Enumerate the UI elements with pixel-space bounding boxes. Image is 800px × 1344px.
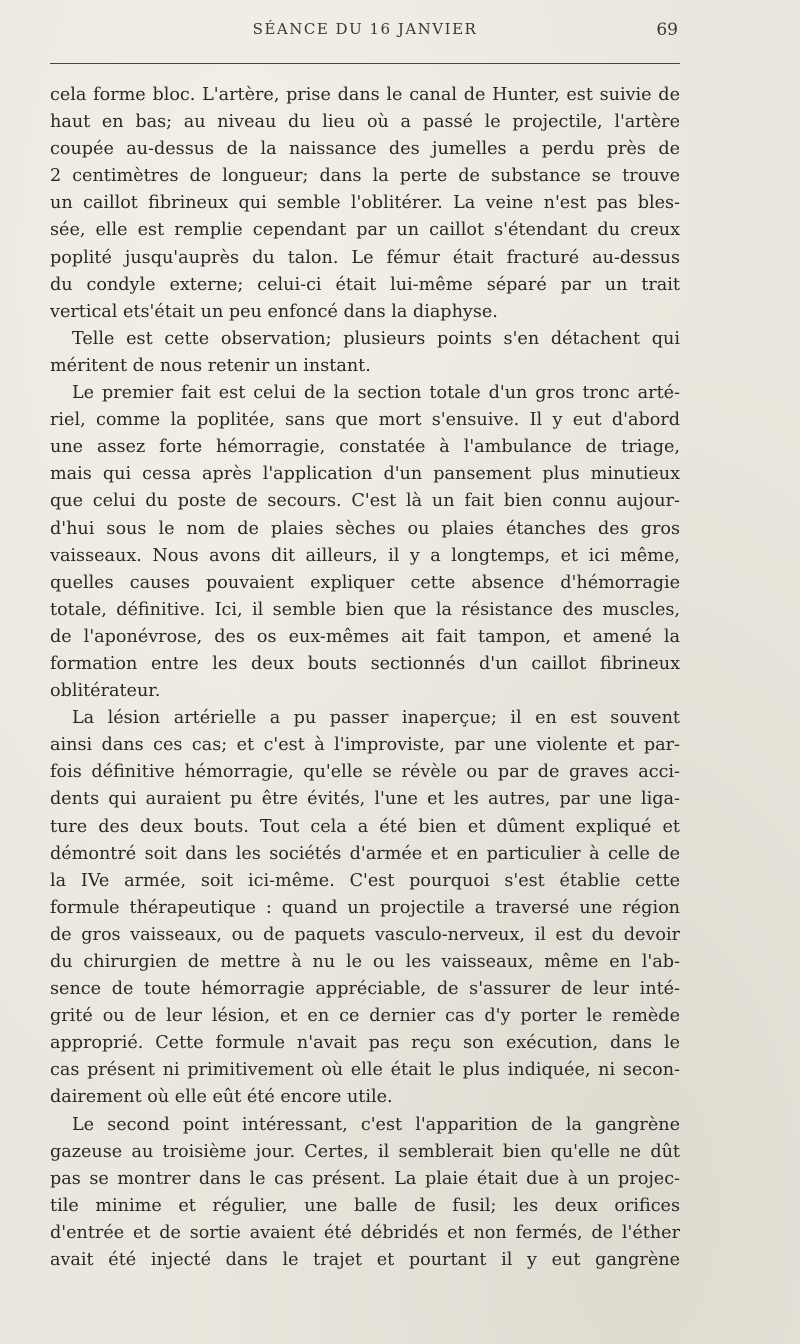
text-line: dents qui auraient pu être évités, l'une et les autres, par une liga- bbox=[50, 789, 680, 810]
text-line: cas présent ni primitivement où elle était le plus indiquée, ni secon- bbox=[50, 1060, 680, 1081]
running-head: SÉANCE DU 16 JANVIER bbox=[252, 20, 478, 38]
text-line: oblitérateur. bbox=[50, 681, 161, 702]
text-line: ture des deux bouts. Tout cela a été bien et dûment expliqué et bbox=[50, 816, 680, 837]
text-line: pas se montrer dans le cas présent. La plaie était due à un projec- bbox=[50, 1168, 680, 1189]
text-line: Le premier fait est celui de la section totale d'un gros tronc arté- bbox=[72, 383, 680, 404]
text-line: de l'aponévrose, des os eux-mêmes ait fait tampon, et amené la bbox=[50, 626, 680, 647]
text-line: méritent de nous retenir un instant. bbox=[50, 355, 371, 376]
text-line: formation entre les deux bouts sectionnés d'un caillot fibrineux bbox=[50, 653, 680, 674]
text-line: la IVe armée, soit ici-même. C'est pourquoi s'est établie cette bbox=[50, 870, 680, 891]
text-line: sence de toute hémorragie appréciable, de s'assurer de leur inté- bbox=[50, 979, 680, 1000]
text-line: coupée au-dessus de la naissance des jumelles a perdu près de bbox=[50, 139, 680, 160]
text-line: une assez forte hémorragie, constatée à l'ambulance de triage, bbox=[50, 437, 680, 458]
text-line: approprié. Cette formule n'avait pas reçu son exécution, dans le bbox=[50, 1033, 680, 1054]
text-line: du chirurgien de mettre à nu le ou les vaisseaux, même en l'ab- bbox=[50, 952, 680, 972]
text-line: d'hui sous le nom de plaies sèches ou plaies étanches des gros bbox=[50, 518, 680, 539]
text-line: démontré soit dans les sociétés d'armée et en particulier à celle de bbox=[50, 843, 680, 864]
text-line: 2 centimètres de longueur; dans la perte de substance se trouve bbox=[50, 166, 680, 187]
text-line: formule thérapeutique : quand un projectile a traversé une région bbox=[50, 897, 680, 918]
text-line: fois définitive hémorragie, qu'elle se révèle ou par de graves acci- bbox=[50, 762, 680, 783]
header-rule bbox=[50, 63, 680, 64]
text-line: du condyle externe; celui-ci était lui-même séparé par un trait bbox=[50, 274, 680, 295]
text-line: tile minime et régulier, une balle de fusil; les deux orifices bbox=[50, 1195, 680, 1216]
text-line: ainsi dans ces cas; et c'est à l'improviste, par une violente et par- bbox=[50, 735, 680, 756]
text-line: haut en bas; au niveau du lieu où a passé le projectile, l'artère bbox=[50, 112, 680, 133]
text-line: riel, comme la poplitée, sans que mort s'ensuive. Il y eut d'abord bbox=[50, 410, 680, 431]
text-line: mais qui cessa après l'application d'un pansement plus minutieux bbox=[50, 464, 680, 485]
text-line: grité ou de leur lésion, et en ce dernier cas d'y porter le remède bbox=[50, 1006, 680, 1027]
text-line: avait été injecté dans le trajet et pourtant il y eut gangrène bbox=[50, 1250, 680, 1271]
text-line: gazeuse au troisième jour. Certes, il semblerait bien qu'elle ne dût bbox=[50, 1141, 680, 1162]
text-line: sée, elle est remplie cependant par un caillot s'étendant du creux bbox=[50, 220, 680, 241]
page-number: 69 bbox=[656, 20, 678, 40]
text-line: poplité jusqu'auprès du talon. Le fémur était fracturé au-dessus bbox=[50, 247, 680, 268]
text-line: dairement où elle eût été encore utile. bbox=[50, 1087, 393, 1108]
text-line: Le second point intéressant, c'est l'apparition de la gangrène bbox=[72, 1114, 680, 1135]
text-line: de gros vaisseaux, ou de paquets vasculo-nerveux, il est du devoir bbox=[50, 924, 680, 945]
text-line: La lésion artérielle a pu passer inaperçue; il en est souvent bbox=[72, 708, 680, 729]
text-line: Telle est cette observation; plusieurs points s'en détachent qui bbox=[72, 328, 680, 349]
text-line: que celui du poste de secours. C'est là un fait bien connu aujour- bbox=[50, 491, 680, 512]
body-text bbox=[50, 82, 680, 1274]
text-line: d'entrée et de sortie avaient été débridés et non fermés, de l'éther bbox=[50, 1222, 680, 1243]
text-line: vertical ets'était un peu enfoncé dans la diaphyse. bbox=[50, 301, 498, 322]
text-line: quelles causes pouvaient expliquer cette absence d'hémorragie bbox=[50, 572, 680, 593]
text-line: totale, définitive. Ici, il semble bien que la résistance des muscles, bbox=[50, 599, 680, 620]
text-line: un caillot fibrineux qui semble l'oblitérer. La veine n'est pas bles- bbox=[50, 193, 680, 214]
page-header bbox=[50, 20, 680, 46]
text-line: vaisseaux. Nous avons dit ailleurs, il y a longtemps, et ici même, bbox=[50, 545, 680, 566]
text-line: cela forme bloc. L'artère, prise dans le canal de Hunter, est suivie de bbox=[50, 85, 680, 105]
